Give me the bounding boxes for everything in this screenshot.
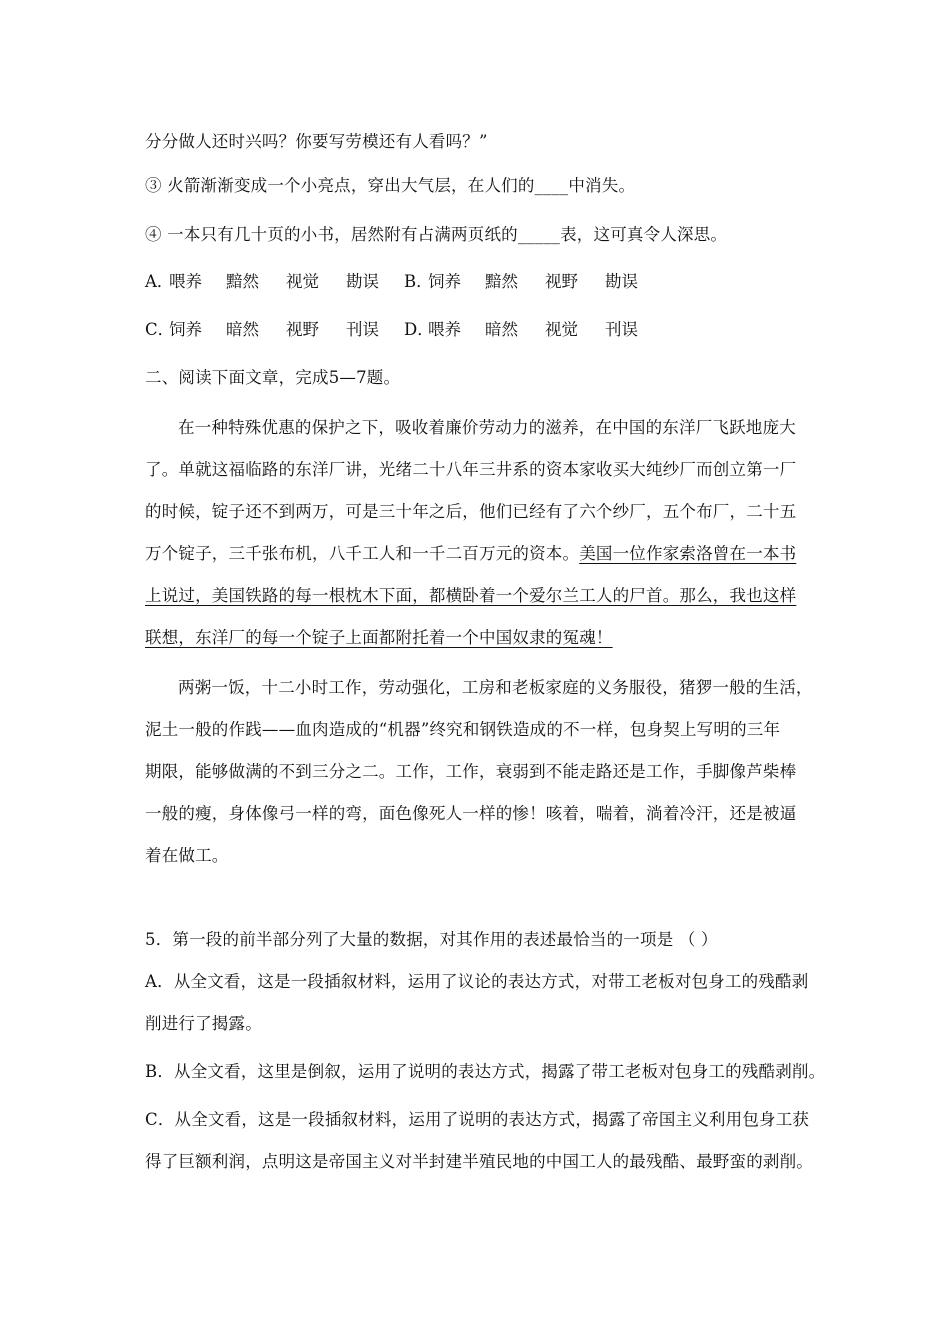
option-word: 勘误 (605, 272, 638, 291)
paragraph-line: 一般的瘦，身体像弓一样的弯，面色像死人一样的惨！咳着，喘着，淌着冷汗，还是被逼 (145, 804, 797, 823)
option-label: C． (145, 320, 175, 339)
option-word: 黯然 (226, 272, 259, 291)
option-word: 刊误 (605, 320, 638, 339)
question-option-line: B．从全文看，这里是倒叙，运用了说明的表达方式，揭露了带工老板对包身工的残酷剥削。 (145, 1062, 826, 1081)
option-word: 喂养 (428, 320, 461, 339)
option-label: D． (404, 320, 434, 339)
underlined-line: 上说过，美国铁路的每一根枕木下面，都横卧着一个爱尔兰工人的尸首。那么，我也这样 (145, 586, 797, 605)
text-line: ④ 一本只有几十页的小书，居然附有占满两页纸的_____表，这可真令人深思。 (145, 225, 728, 244)
option-word: 暗然 (485, 320, 518, 339)
paragraph-line: 的时候，锭子还不到两万，可是三十年之后，他们已经有了六个纱厂，五个布厂，二十五 (145, 502, 797, 521)
paragraph-line: 期限，能够做满的不到三分之二。工作，工作，衰弱到不能走路还是工作，手脚像芦柴棒 (145, 762, 797, 781)
paragraph-line (145, 544, 825, 564)
question-option-line: C．从全文看，这是一段插叙材料，运用了说明的表达方式，揭露了帝国主义利用包身工获 (145, 1110, 810, 1129)
text-line: ③ 火箭渐渐变成一个小亮点，穿出大气层，在人们的____中消失。 (145, 176, 636, 195)
paragraph-line: 在一种特殊优惠的保护之下，吸收着廉价劳动力的滋养，在中国的东洋厂飞跃地庞大 (178, 418, 796, 437)
option-label: A． (145, 272, 174, 291)
underlined-text: 美国一位作家索洛曾在一本书 (579, 544, 797, 563)
question-5: 5．第一段的前半部分列了大量的数据，对其作用的表述最恰当的一项是 （ ） (145, 930, 718, 949)
question-option-line: 得了巨额利润，点明这是帝国主义对半封建半殖民地的中国工人的最残酷、最野蛮的剥削。 (145, 1152, 813, 1171)
paragraph-text: 万个锭子，三千张布机，八千工人和一千二百万元的资本。 (145, 544, 580, 563)
answer-options-row (145, 272, 663, 292)
option-word: 视觉 (545, 320, 578, 339)
paragraph-line: 两粥一饭，十二小时工作，劳动强化，工房和老板家庭的义务服役，猪猡一般的生活， (178, 678, 813, 697)
paragraph-line: 泥土一般的作践——血肉造成的“机器”终究和钢铁造成的不一样，包身契上写明的三年 (145, 720, 781, 739)
question-option-line: A．从全文看，这是一段插叙材料，运用了议论的表达方式，对带工老板对包身工的残酷剥 (145, 972, 809, 991)
option-word: 视野 (286, 320, 319, 339)
option-word: 勘误 (346, 272, 379, 291)
option-word: 视野 (545, 272, 578, 291)
underlined-line: 联想，东洋厂的每一个锭子上面都附托着一个中国奴隶的冤魂！ (145, 628, 613, 647)
option-word: 暗然 (226, 320, 259, 339)
paragraph-line: 了。单就这福临路的东洋厂讲，光绪二十八年三井系的资本家收买大纯纱厂而创立第一厂 (145, 460, 797, 479)
option-word: 饲养 (428, 272, 461, 291)
text-line: 分分做人还时兴吗？你要写劳模还有人看吗？” (145, 132, 488, 151)
option-word: 喂养 (169, 272, 202, 291)
paragraph-line: 着在做工。 (145, 846, 229, 865)
option-word: 饲养 (169, 320, 202, 339)
section-heading: 二、阅读下面文章，完成5—7题。 (145, 368, 401, 387)
question-option-line: 削进行了揭露。 (145, 1014, 262, 1033)
option-label: B． (404, 272, 433, 291)
answer-options-row (145, 320, 663, 340)
option-word: 黯然 (485, 272, 518, 291)
option-word: 视觉 (286, 272, 319, 291)
option-word: 刊误 (346, 320, 379, 339)
